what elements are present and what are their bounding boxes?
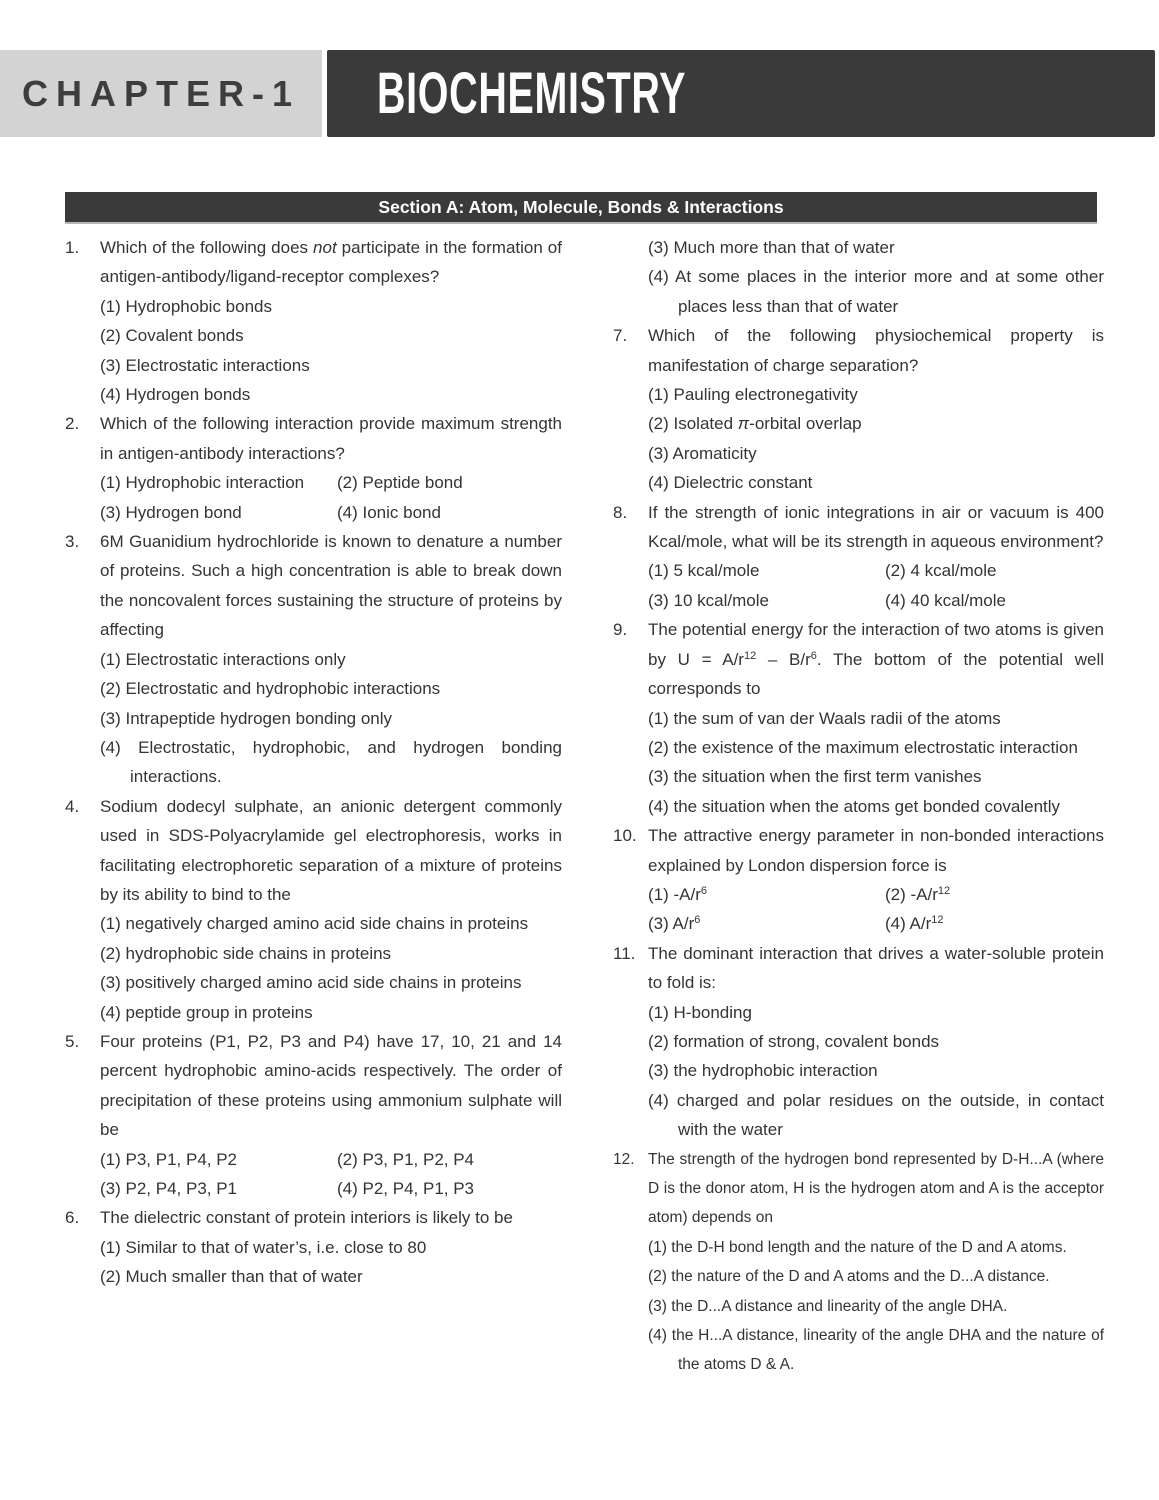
- question-stem: The strength of the hydrogen bond represented by D-H...A (where D is the donor atom, H is the hydrogen atom and A is the acceptor atom) depends on: [648, 1150, 1104, 1227]
- question-item: [613, 615, 1104, 821]
- title-box: [327, 50, 1155, 137]
- question-stem: If the strength of ionic integrations in air or vacuum is 400 Kcal/mole, what will be its strength in aqueous environment?: [648, 502, 1104, 552]
- question-body: [100, 527, 562, 792]
- question-number: 4.: [65, 796, 80, 816]
- question-stem: Which of the following does not participate in the formation of antigen-antibody/ligand-receptor complexes?: [100, 238, 562, 287]
- question-item: [613, 498, 1104, 616]
- question-stem: The dominant interaction that drives a water-soluble protein to fold is:: [648, 943, 1104, 993]
- option: (3) the D...A distance and linearity of the angle DHA.: [648, 1297, 1008, 1315]
- option: (3) Much more than that of water: [648, 238, 895, 257]
- option: (2) hydrophobic side chains in proteins: [100, 943, 392, 963]
- question-item: [65, 1203, 562, 1291]
- question-number: 11.: [613, 943, 636, 963]
- option: (3) positively charged amino acid side chains in proteins: [100, 973, 522, 993]
- question-body: [648, 321, 1104, 497]
- question-item: [65, 233, 562, 409]
- question-number: 1.: [65, 238, 80, 257]
- question-body: [648, 821, 1104, 939]
- question-stem: Sodium dodecyl sulphate, an anionic detergent commonly used in SDS-Polyacrylamide gel electrophoresis, works in facilitating electrophoretic separation of a mixture of proteins by its ability to bind to the: [100, 796, 562, 904]
- question-item: [613, 821, 1104, 939]
- option: (1) $-A/r^6$: [648, 884, 708, 904]
- question-number: 8.: [613, 502, 628, 522]
- question-stem: Which of the following interaction provide maximum strength in antigen-antibody interactions?: [100, 414, 562, 463]
- questions-left-column: [65, 233, 562, 1292]
- option-row: [648, 880, 1104, 909]
- option-row: [100, 468, 562, 497]
- question-number: 10.: [613, 826, 637, 846]
- option: (4) the situation when the atoms get bonded covalently: [648, 796, 1061, 816]
- option: (4) Electrostatic, hydrophobic, and hydrogen bonding interactions.: [100, 737, 562, 787]
- option: (2) formation of strong, covalent bonds: [648, 1031, 940, 1051]
- question-item: [613, 233, 1104, 321]
- option-row: [100, 1174, 562, 1203]
- question-stem: The attractive energy parameter in non-bonded interactions explained by London dispersion force is: [648, 826, 1104, 875]
- option: (3) Hydrogen bond: [100, 502, 242, 522]
- option: (4) Dielectric constant: [648, 473, 813, 493]
- option: (1) P3, P1, P4, P2: [100, 1149, 238, 1169]
- questions-right-column: [613, 233, 1104, 1380]
- option: (3) the hydrophobic interaction: [648, 1061, 878, 1081]
- option: (4) peptide group in proteins: [100, 1002, 313, 1022]
- option: (1) Electrostatic interactions only: [100, 649, 346, 669]
- option: (4) Hydrogen bonds: [100, 385, 251, 405]
- option: (2) Isolated π-orbital overlap: [648, 414, 862, 434]
- question-number: 2.: [65, 414, 80, 434]
- question-number: 3.: [65, 532, 80, 552]
- option: (1) negatively charged amino acid side chains in proteins: [100, 914, 529, 934]
- question-item: [65, 527, 562, 792]
- option: (1) 5 kcal/mole: [648, 561, 760, 581]
- question-body: [100, 792, 562, 1027]
- option-row: [648, 909, 1104, 938]
- chapter-box: [0, 50, 322, 137]
- option: (4) 40 kcal/mole: [885, 590, 1006, 610]
- option: (3) P2, P4, P3, P1: [100, 1179, 238, 1198]
- option: (2) the nature of the D and A atoms and the D...A distance.: [648, 1268, 1050, 1286]
- option: (4) the H...A distance, linearity of the angle DHA and the nature of the atoms D & A.: [648, 1327, 1104, 1374]
- question-item: [613, 321, 1104, 497]
- question-item: [613, 1145, 1104, 1380]
- option: (4) At some places in the interior more and at some other places less than that of water: [648, 267, 1104, 316]
- option: (2) Covalent bonds: [100, 326, 244, 346]
- option: (4) P2, P4, P1, P3: [337, 1179, 475, 1198]
- option: (3) Intrapeptide hydrogen bonding only: [100, 708, 393, 728]
- question-number: 7.: [613, 326, 628, 346]
- question-item: [65, 792, 562, 1027]
- option: (1) Hydrophobic bonds: [100, 296, 272, 316]
- option: (1) Similar to that of water’s, i.e. close to 80: [100, 1237, 427, 1257]
- option: (2) $-A/r^{12}$: [885, 884, 951, 904]
- question-item: [65, 409, 562, 527]
- question-stem: Four proteins (P1, P2, P3 and P4) have 17, 10, 21 and 14 percent hydrophobic amino-acids respectively. The order of precipitation of these proteins using ammonium sulphate will be: [100, 1031, 562, 1140]
- option: (4) Ionic bond: [337, 502, 441, 522]
- question-number: [613, 233, 648, 321]
- question-body: [100, 1203, 562, 1291]
- option: (2) Much smaller than that of water: [100, 1267, 363, 1287]
- option: (2) Peptide bond: [337, 473, 463, 493]
- option: (1) H-bonding: [648, 1002, 752, 1022]
- option: (3) $A/r^6$: [648, 914, 701, 934]
- option-row: [100, 498, 562, 527]
- option: (3) the situation when the first term vanishes: [648, 767, 982, 787]
- option: (4) charged and polar residues on the outside, in contact with the water: [648, 1090, 1104, 1140]
- question-body: [100, 233, 562, 409]
- option: (2) Electrostatic and hydrophobic interactions: [100, 679, 441, 699]
- option: (1) the sum of van der Waals radii of the atoms: [648, 708, 1001, 728]
- option-row: [100, 1145, 562, 1174]
- question-body: [648, 498, 1104, 616]
- option: (1) the D-H bond length and the nature of the D and A atoms.: [648, 1238, 1067, 1256]
- question-stem: Which of the following physiochemical property is manifestation of charge separation?: [648, 326, 1104, 375]
- question-body: [100, 409, 562, 527]
- question-stem: The potential energy for the interaction of two atoms is given by $U = A/r^{12} - B/r^6$. The bottom of the potential well corresponds to: [648, 620, 1104, 699]
- option: (2) P3, P1, P2, P4: [337, 1149, 475, 1169]
- option: (1) Hydrophobic interaction: [100, 473, 305, 493]
- book-title: BIOCHEMISTRY: [377, 61, 687, 126]
- question-body: [648, 615, 1104, 821]
- question-number: 9.: [613, 620, 628, 640]
- option-row: [648, 586, 1104, 615]
- question-body: [648, 939, 1104, 1145]
- option: (3) 10 kcal/mole: [648, 590, 769, 610]
- option: (2) the existence of the maximum electrostatic interaction: [648, 737, 1078, 757]
- question-body: [648, 1145, 1104, 1380]
- question-stem: 6M Guanidium hydrochloride is known to denature a number of proteins. Such a high concentration is able to break down the noncovalent forces sustaining the structure of proteins by affecting: [100, 532, 562, 640]
- question-number: 12.: [613, 1150, 635, 1168]
- option: (3) Electrostatic interactions: [100, 355, 310, 375]
- section-title: Section A: Atom, Molecule, Bonds & Interactions: [378, 196, 784, 217]
- option: (1) Pauling electronegativity: [648, 385, 858, 405]
- question-item: [613, 939, 1104, 1145]
- question-body: [100, 1027, 562, 1203]
- option: (2) 4 kcal/mole: [885, 561, 997, 581]
- question-body: [648, 233, 1104, 321]
- question-stem: The dielectric constant of protein interiors is likely to be: [100, 1208, 513, 1228]
- option-row: [648, 556, 1104, 585]
- question-item: [65, 1027, 562, 1203]
- option: (4) $A/r^{12}$: [885, 914, 944, 934]
- option: (3) Aromaticity: [648, 443, 757, 463]
- chapter-label: CHAPTER-1: [21, 72, 300, 114]
- question-number: 5.: [65, 1031, 80, 1051]
- question-number: 6.: [65, 1208, 80, 1228]
- section-bar: [65, 192, 1097, 224]
